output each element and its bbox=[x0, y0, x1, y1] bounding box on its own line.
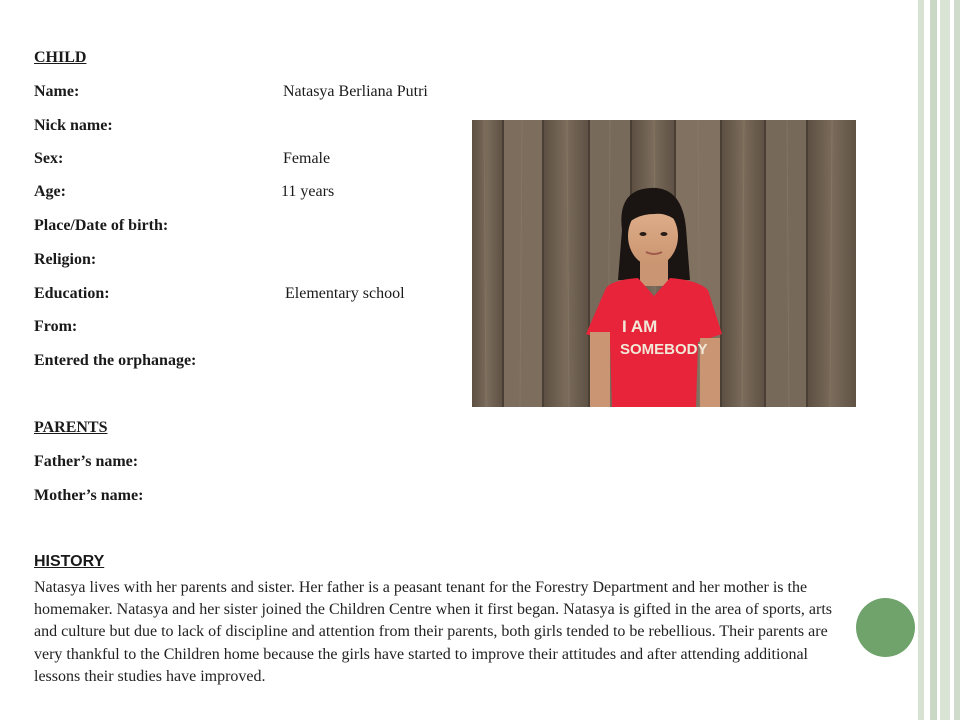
decorative-border bbox=[954, 0, 960, 720]
mother-label: Mother’s name: bbox=[34, 487, 144, 504]
decorative-border bbox=[930, 0, 937, 720]
age-label: Age: bbox=[34, 183, 66, 200]
father-label: Father’s name: bbox=[34, 453, 139, 470]
entered-label: Entered the orphanage: bbox=[34, 352, 197, 369]
shirt-print-line2: SOMEBODY bbox=[620, 341, 708, 358]
name-value: Natasya Berliana Putri bbox=[283, 83, 428, 100]
decorative-circle bbox=[856, 598, 915, 657]
education-label: Education: bbox=[34, 285, 110, 302]
sex-label: Sex: bbox=[34, 150, 64, 167]
child-photo bbox=[472, 120, 856, 407]
history-paragraph: Natasya lives with her parents and sister. Her father is a peasant tenant for the Forestry Department and her mother is the homemaker. Natasya and her sister joined the Children Centre when it first began. Natasya is gifted in the area of sports, arts and culture but due to lack of discipline and attention from their parents, both girls tended to be rebellious. Their parents are very thankful to the Children home because the girls have started to improve their attitudes and after attending additional lessons their studies have improved. bbox=[34, 579, 832, 685]
nickname-label: Nick name: bbox=[34, 117, 113, 134]
age-value: 11 years bbox=[281, 183, 335, 200]
history-heading: HISTORY bbox=[34, 553, 105, 570]
decorative-border bbox=[940, 0, 950, 720]
education-value: Elementary school bbox=[285, 285, 405, 302]
name-label: Name: bbox=[34, 83, 80, 100]
child-heading: CHILD bbox=[34, 49, 87, 66]
from-label: From: bbox=[34, 318, 78, 335]
birth-label: Place/Date of birth: bbox=[34, 217, 169, 234]
sex-value: Female bbox=[283, 150, 331, 167]
parents-heading: PARENTS bbox=[34, 419, 108, 436]
shirt-print-line1: I AM bbox=[622, 317, 658, 336]
religion-label: Religion: bbox=[34, 251, 97, 268]
child-photo-illustration bbox=[472, 120, 856, 407]
